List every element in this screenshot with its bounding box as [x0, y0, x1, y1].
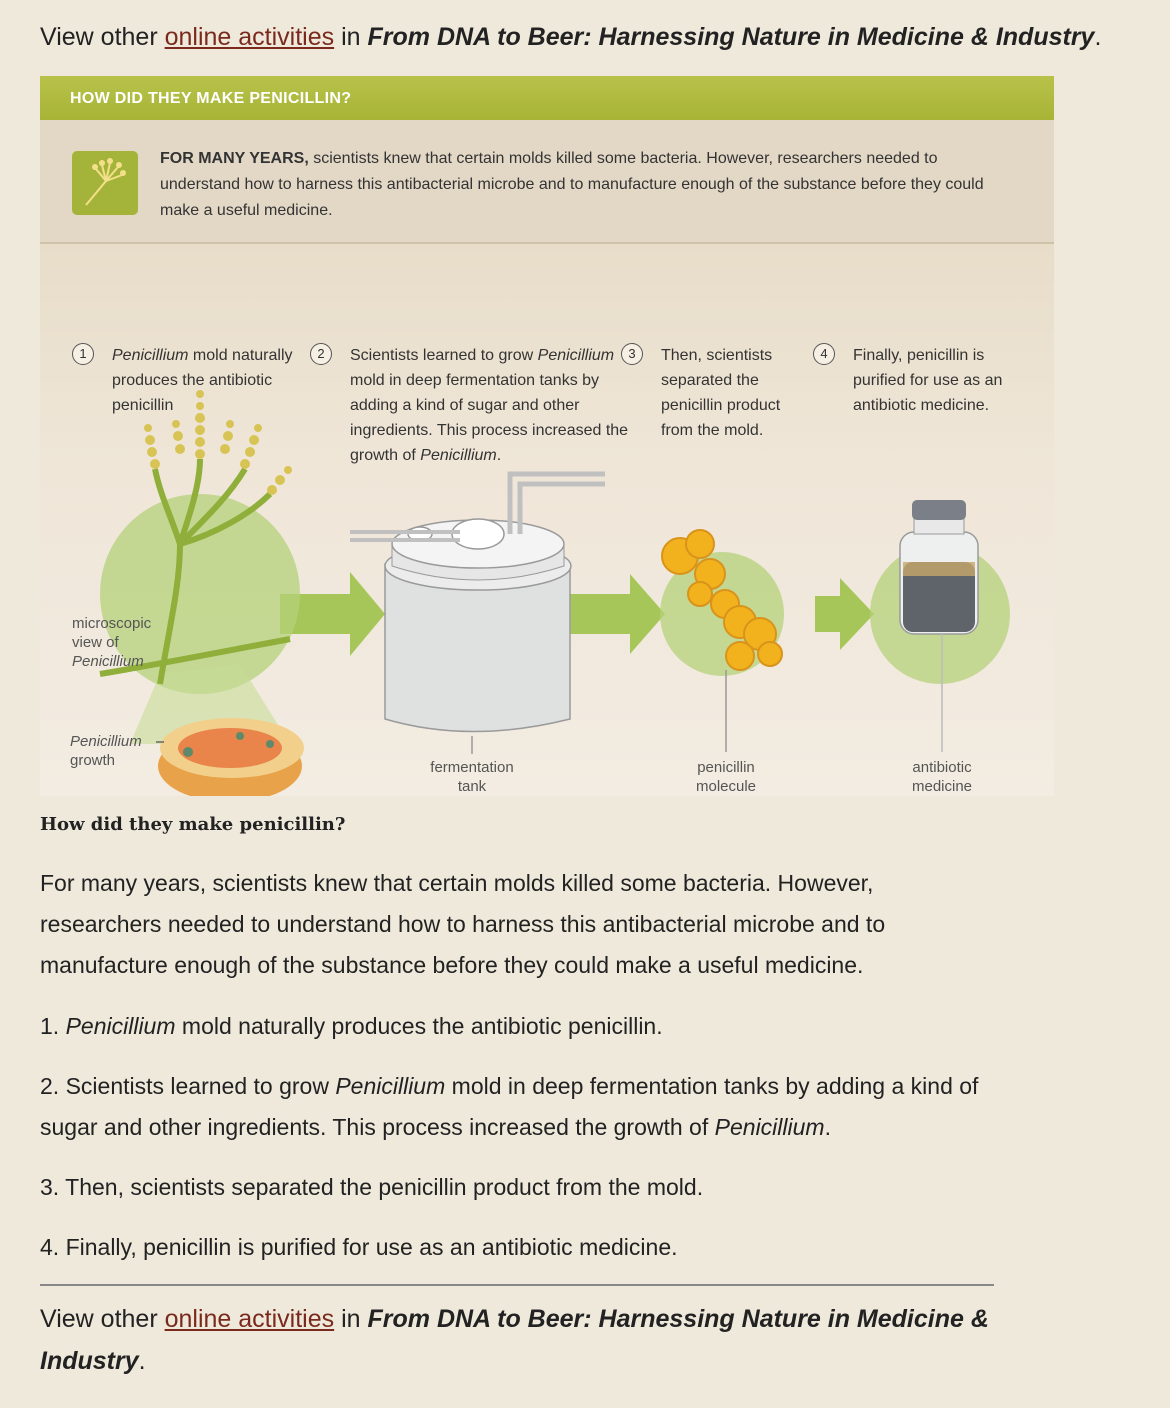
footer-exhibit-title: From DNA to Beer: Harnessing Nature in Medicine & Industry [40, 1305, 989, 1375]
header-exhibit-line [40, 16, 1101, 58]
list-1-post: mold naturally produces the antibiotic penicillin. [175, 1013, 663, 1039]
infographic-title: HOW DID THEY MAKE PENICILLIN? [70, 90, 352, 107]
fermentation-tank [350, 474, 605, 754]
header-prefix: View other [40, 23, 165, 51]
footer-suffix: . [138, 1347, 146, 1375]
intro-lead: FOR MANY YEARS, [160, 150, 309, 167]
online-activities-link[interactable]: online activities [164, 23, 335, 51]
label-tank-2: tank [457, 778, 487, 795]
list-2-italic2: Penicillium [714, 1114, 825, 1140]
article-subhead: How did they make penicillin? [40, 814, 346, 835]
list-2-post: . [824, 1114, 831, 1140]
arrow-2 [570, 574, 665, 654]
header-suffix: . [1094, 23, 1102, 51]
list-item-3: 3. Then, scientists separated the penicillin product from the mold. [40, 1174, 704, 1200]
melon-illustration [158, 718, 304, 796]
list-item-1 [40, 1006, 940, 1047]
label-medicine-1: antibiotic [912, 759, 972, 776]
list-2-italic: Penicillium [335, 1073, 446, 1099]
list-item-2 [40, 1066, 990, 1148]
step-1-text: mold naturally produces the antibiotic penicillin [112, 347, 293, 414]
step-4-text: Finally, penicillin is purified for use as an antibiotic medicine. [853, 347, 1003, 414]
list-2-pre: 2. Scientists learned to grow [40, 1073, 336, 1099]
step-2 [317, 343, 630, 468]
step-4-number: 4 [813, 343, 835, 365]
penicillin-infographic [40, 76, 1054, 796]
article-intro: For many years, scientists knew that certain molds killed some bacteria. However, researchers needed to understand how to harness this antibacterial microbe and to manufacture enough of the substance before they could make a useful medicine. [40, 870, 886, 978]
label-tank-1: fermentation [430, 759, 514, 776]
footer-online-activities-link[interactable]: online activities [164, 1305, 335, 1333]
step-1-number: 1 [72, 343, 94, 365]
footer-exhibit-line [40, 1298, 1000, 1382]
label-molecule-2: molecule [695, 778, 757, 795]
mold-badge-icon [72, 151, 138, 215]
step-3 [628, 343, 811, 443]
label-fermentation-tank [412, 758, 532, 796]
list-1-pre: 1. [40, 1013, 66, 1039]
process-illustration [40, 244, 1054, 796]
step-2-italic: Penicillium [537, 347, 615, 364]
label-micro-1: microscopic [72, 615, 152, 632]
step-2-number: 2 [310, 343, 332, 365]
label-growth-1: Penicillium [70, 733, 142, 750]
footer-middle: in [334, 1305, 368, 1333]
exhibit-title: From DNA to Beer: Harnessing Nature in Medicine & Industry [367, 23, 1095, 51]
footer-prefix: View other [40, 1305, 165, 1333]
intro-text [160, 146, 1020, 224]
infographic-body [40, 244, 1054, 796]
label-penicillium-growth [70, 732, 142, 770]
step-2-italic2: Penicillium [420, 447, 497, 464]
step-1 [79, 343, 312, 418]
label-microscopic-view [72, 614, 151, 671]
list-1-italic: Penicillium [65, 1013, 176, 1039]
label-medicine-2: medicine [911, 778, 973, 795]
label-micro-2: view of [72, 634, 119, 651]
arrow-3 [815, 578, 874, 650]
divider [40, 1284, 994, 1286]
step-2-post: . [496, 447, 502, 464]
label-antibiotic-medicine [892, 758, 992, 796]
list-item-4: 4. Finally, penicillin is purified for use as an antibiotic medicine. [40, 1234, 678, 1260]
label-penicillin-molecule [676, 758, 776, 796]
step-3-text: Then, scientists separated the penicillin product from the mold. [661, 347, 781, 439]
label-growth-2: growth [70, 752, 116, 769]
infographic-banner [40, 76, 1054, 120]
list-2-mid: mold in deep fermentation tanks by adding a kind of sugar and other ingredients. This process increased the growth of [40, 1073, 979, 1140]
step-3-number: 3 [621, 343, 643, 365]
infographic-intro [40, 120, 1054, 244]
medicine-bottle [900, 500, 978, 634]
step-1-italic: Penicillium [112, 347, 189, 364]
label-micro-3: Penicillium [72, 653, 144, 670]
step-2-mid: mold in deep fermentation tanks by adding a kind of sugar and other ingredients. This process increased the growth of [350, 372, 629, 464]
header-middle: in [334, 23, 368, 51]
intro-rest: scientists knew that certain molds killed some bacteria. However, researchers needed to understand how to harness this antibacterial microbe and to manufacture enough of the substance before they could make a useful medicine. [160, 150, 984, 219]
step-2-pre: Scientists learned to grow [350, 347, 538, 364]
label-molecule-1: penicillin [697, 759, 755, 776]
step-4 [820, 343, 1033, 418]
